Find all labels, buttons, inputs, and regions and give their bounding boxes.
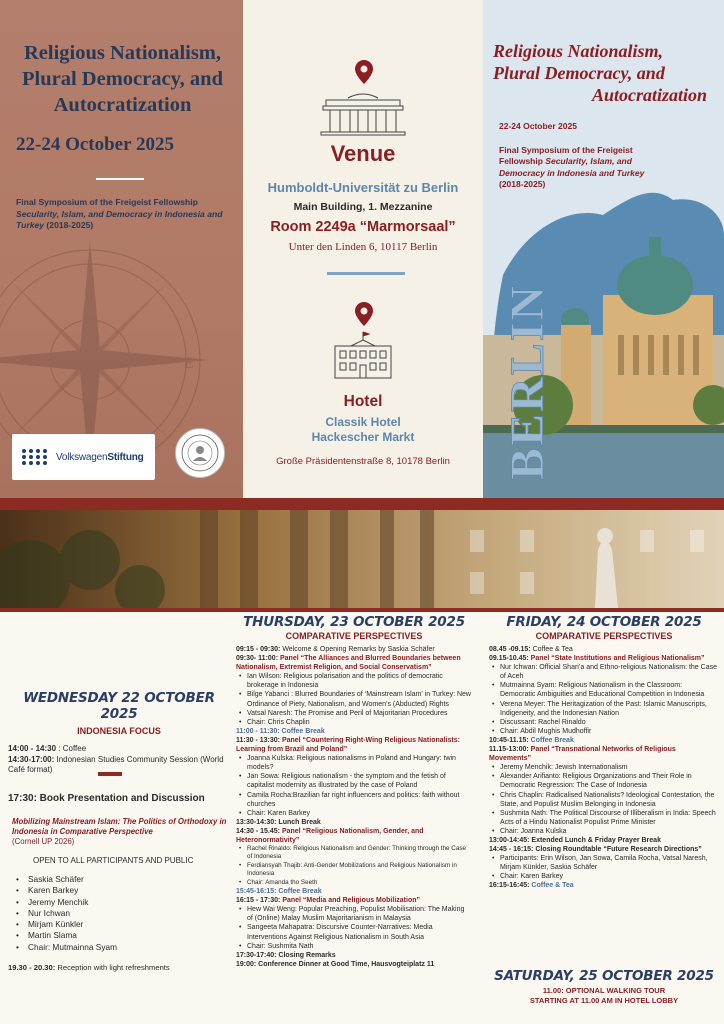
roundtable-list	[489, 854, 719, 881]
wednesday-subtitle: INDONESIA FOCUS	[77, 726, 161, 736]
list-item: • Jan Sowa: Religious nationalism - the symptom and the fetish of capitalist modernity as illustrated by the case of Poland	[236, 772, 472, 790]
hotel-name: Classik Hotel	[325, 415, 401, 429]
list-item: • Chair: Amanda tho Seeth	[236, 879, 472, 887]
panel-speaker-list	[236, 754, 472, 818]
list-item: • Verena Meyer: The Heritagization of the Past: Islamic Manuscripts, Indigeneity, and the Indonesian Nation	[489, 700, 719, 718]
thursday-subtitle: COMPARATIVE PERSPECTIVES	[285, 631, 423, 641]
saturday-title: SATURDAY, 25 OCTOBER 2025	[494, 968, 714, 984]
berlin-word: BERLIN	[501, 283, 554, 480]
walking-tour-start-line: STARTING AT 11.00 AM IN HOTEL LOBBY	[529, 996, 679, 1005]
list-item: • Chris Chaplin: Radicalised Nationalists? Ideological Contestation, the State, and Populist Muslim Belonging in Indonesia	[489, 791, 719, 809]
right-event-date: 22-24 October 2025	[499, 121, 577, 131]
list-item: • Chair: Chris Chaplin	[236, 718, 472, 727]
list-item: • Sangeeta Mahapatra: Discursive Counter-Narratives: Media Interventions Against Religious Nationalism in South Asia	[236, 923, 472, 941]
walking-tour-line: 11.00: OPTIONAL WALKING TOUR	[542, 986, 666, 995]
list-item: • Chair: Karen Barkey	[489, 872, 719, 881]
divider	[327, 272, 405, 275]
list-item: • Ferdiansyah Thajib: Anti-Gender Mobilizations and Religious Nationalism in Indonesia	[236, 862, 472, 879]
panel-speaker-list	[236, 845, 472, 887]
right-event-title: Religious Nationalism, Plural Democracy, and Autocratization	[493, 41, 707, 105]
list-item: • Nur Ichwan	[14, 908, 224, 919]
list-item: • Martin Slama	[14, 930, 224, 941]
brandenburg-gate-icon	[318, 88, 408, 136]
list-item: • Chair: Sushmita Nath	[236, 942, 472, 951]
reception-line: 19.30 - 20.30: Reception with light refreshments	[8, 963, 170, 972]
list-item: • Hew Wai Weng: Popular Preaching, Populist Mobilisation: The Making of (Online) Malay Muslim Majoritarianism in Malaysia	[236, 905, 472, 923]
list-item: • Nur Ichwan: Official Shari’a and Ethno-religious Nationalism: the Case of Aceh	[489, 663, 719, 681]
list-item: • Mutmainna Syam: Religious Nationalism in the Classroom: Democratic Ambiguities and Educational Competition in Indonesia	[489, 681, 719, 699]
list-item: • Alexander Arifianto: Religious Organizations and Their Role in Democratic Regression: The Case of Indonesia	[489, 772, 719, 790]
list-item: • Joanna Kulska: Religious nationalisms in Poland and Hungary: twin models?	[236, 754, 472, 772]
list-item: • Rachel Rinaldo: Religious Nationalism and Gender: Thinking through the Case of Indonesia	[236, 845, 472, 862]
berlin-vertical-title	[495, 245, 555, 485]
volkswagen-stiftung-logo: VolkswagenStiftung	[12, 434, 155, 480]
map-pin-icon	[355, 60, 373, 84]
svg-text:E: E	[184, 355, 194, 372]
break-line: 15:45-16:15: Coffee Break	[236, 888, 322, 896]
list-item: • Chair: Joanna Kulska	[489, 827, 719, 836]
left-title-panel	[0, 0, 243, 498]
thursday-program: 09:15 - 09:30: Welcome & Opening Remarks by Saskia Schäfer 09:30- 11:00: Panel “The Alliances and Blurred Boundaries between Nationalism, Extremist Religion, and Social Conservatism” • Ian Wilson: Religious polarisation and the politics of democratic brokerage in Indonesia • Bilge Yabanci : Blurred Boundaries of ‘Mainstream Islam’ in Turkey: New Ordinance of Piety, Nationalism, and Women’s (Abducted) Rights • Vatsal Naresh: The Promise and Peril of Majoritarian Procedures • Chair: Chris Chaplin 11:00 - 11:30: Coffee Break 11:30 - 13:30: Panel “Countering Right-Wing Religious Nationalists: Learning from Brazil and Poland” • Joanna Kulska: Religious nationalisms in Poland and Hungary: twin models? • Jan Sowa: Religious nationalism - the symptom and the fetish of capitalist modernity as illustrated by the case of Poland • Camila Rocha:Brazilian far right influencers and politics: faith without churches • Chair: Karen Barkey 13:30-14:30: Lunch Break 14:30 - 15.45: Panel “Religious Nationalism, Gender, and Heteronormativity” • Rachel Rinaldo: Religious Nationalism and Gender: Thinking through the Case of Indonesia • Ferdiansyah Thajib: Anti-Gender Mobilizations and Religious Nationalism in Indonesia • Chair: Amanda tho Seeth 15:45-16:15: Coffee Break 16:15 - 17:30: Panel “Media and Religious Mobilization” • Hew Wai Weng: Popular Preaching, Populist Mobilisation: The Making of (Online) Malay Muslim Majoritarianism in Malaysia • Sangeeta Mahapatra: Discursive Counter-Narratives: Media Interventions Against Religious Nationalism in South Asia • Chair: Sushmita Nath 17:30-17:40: Closing Remarks 19:00: Conference Dinner at Good Time, Hausvogteiplatz 11	[236, 645, 472, 969]
venue-heading: Venue	[330, 141, 396, 166]
list-item: • Participants: Erin Wilson, Jan Sowa, Camila Rocha, Vatsal Naresh, Mirjam Künkler, Saskia Schäfer	[489, 854, 719, 872]
list-item: • Sushmita Nath: The Political Discourse of Illiberalism in India: Speech Acts of a Hindu Nationalist Populist Prime Minister	[489, 809, 719, 827]
list-item: • Discussant: Rachel Rinaldo	[489, 718, 719, 727]
list-item: • Jeremy Menchik: Jewish Internationalism	[489, 763, 719, 772]
divider-bar	[0, 608, 724, 612]
hotel-heading: Hotel	[343, 393, 383, 410]
venue-university: Humboldt-Universität zu Berlin	[267, 180, 459, 195]
divider	[98, 772, 122, 776]
thursday-column	[236, 614, 472, 969]
venue-room: Room 2249a “Marmorsaal”	[270, 219, 456, 235]
list-item: • Ian Wilson: Religious polarisation and the politics of democratic brokerage in Indonesia	[236, 672, 472, 690]
friday-subtitle: COMPARATIVE PERSPECTIVES	[535, 631, 673, 641]
book-panel-list	[14, 874, 224, 953]
venue-building: Main Building, 1. Mezzanine	[293, 201, 433, 213]
wednesday-schedule: 14:00 - 14:30 : Coffee 14:30-17:00: Indonesian Studies Community Session (World Café format)	[8, 744, 224, 774]
vw-dots-icon	[22, 446, 48, 468]
venue-panel	[243, 0, 483, 498]
list-item: • Camila Rocha:Brazilian far right influencers and politics: faith without churches	[236, 791, 472, 809]
friday-title: FRIDAY, 24 OCTOBER 2025	[506, 614, 702, 630]
humboldt-university-seal-icon	[175, 428, 225, 478]
university-building-photo	[0, 510, 724, 608]
map-pin-icon	[355, 302, 373, 326]
list-item: • Chair: Karen Barkey	[236, 809, 472, 818]
friday-column	[489, 614, 719, 891]
panel-speaker-list	[236, 672, 472, 727]
thursday-title: THURSDAY, 23 OCTOBER 2025	[243, 614, 465, 630]
wednesday-column	[8, 690, 230, 776]
list-item: • Mirjam Künkler	[14, 919, 224, 930]
left-symposium-text: Final Symposium of the Freigeist Fellowship Secularity, Islam, and Democracy in Indonesia and Turkey (2018-2025)	[16, 197, 223, 230]
break-line: 11:00 - 11:30: Coffee Break	[236, 727, 325, 735]
book-presentation-heading: 17:30: Book Presentation and Discussion	[8, 793, 205, 804]
list-item: • Vatsal Naresh: The Promise and Peril of Majoritarian Procedures	[236, 709, 472, 718]
hotel-building-icon	[331, 330, 395, 380]
hotel-address: Große Präsidentenstraße 8, 10178 Berlin	[276, 456, 450, 467]
break-line: 13:00-14:45: Extended Lunch & Friday Prayer Break	[489, 836, 661, 844]
divider-bar	[0, 498, 724, 510]
venue-address: Unter den Linden 6, 10117 Berlin	[288, 241, 438, 253]
left-event-date: 22-24 October 2025	[16, 134, 174, 155]
list-item: • Saskia Schäfer	[14, 874, 224, 885]
panel-speaker-list	[489, 763, 719, 836]
break-line: 13:30-14:30: Lunch Break	[236, 818, 321, 826]
closing-line: 17:30-17:40: Closing Remarks	[236, 951, 336, 959]
panel-speaker-list	[236, 905, 472, 950]
list-item: • Karen Barkey	[14, 885, 224, 896]
list-item: • Chair: Abdil Mughis Mudhoffir	[489, 727, 719, 736]
right-symposium-text: Final Symposium of the Freigeist Fellowship Secularity, Islam, and Democracy in Indonesia and Turkey (2018-2025)	[499, 145, 645, 189]
list-item: • Chair: Mutmainna Syam	[14, 942, 224, 953]
divider	[96, 178, 144, 180]
left-event-title: Religious Nationalism, Plural Democracy, and Autocratization	[22, 42, 223, 116]
wednesday-title: WEDNESDAY 22 OCTOBER 2025	[23, 690, 215, 722]
list-item: • Jeremy Menchik	[14, 897, 224, 908]
right-title-panel	[483, 0, 724, 498]
open-to-public-note: OPEN TO ALL PARTICIPANTS AND PUBLIC	[33, 856, 194, 865]
list-item: • Bilge Yabanci : Blurred Boundaries of ‘Mainstream Islam’ in Turkey: New Ordinance of Piety, Nationalism, and Women’s (Abducted) Rights	[236, 690, 472, 708]
friday-program: 08.45 -09.15: Coffee & Tea 09.15-10.45: Panel “State Institutions and Religious Nationalism” • Nur Ichwan: Official Shari’a and Ethno-religious Nationalism: the Case of Aceh • Mutmainna Syam: Religious Nationalism in the Classroom: Democratic Ambiguities and Educational Competition in Indonesia • Verena Meyer: The Heritagization of the Past: Islamic Manuscripts, Indigeneity, and the Indonesian Nation • Discussant: Rachel Rinaldo • Chair: Abdil Mughis Mudhoffir 10:45-11.15: Coffee Break 11.15-13:00: Panel “Transnational Networks of Religious Movements” • Jeremy Menchik: Jewish Internationalism • Alexander Arifianto: Religious Organizations and Their Role in Democratic Regression: The Case of Indonesia • Chris Chaplin: Radicalised Nationalists? Ideological Contestation, the State, and Populist Muslim Belonging in Indonesia • Sushmita Nath: The Political Discourse of Illiberalism in India: Speech Acts of a Hindu Nationalist Populist Prime Minister • Chair: Joanna Kulska 13:00-14:45: Extended Lunch & Friday Prayer Break 14:45 - 16:15: Closing Roundtable “Future Research Directions” • Participants: Erin Wilson, Jan Sowa, Camila Rocha, Vatsal Naresh, Mirjam Künkler, Saskia Schäfer • Chair: Karen Barkey 16:15-16:45: Coffee & Tea	[489, 645, 719, 891]
hotel-name: Hackescher Markt	[311, 430, 415, 444]
panel-speaker-list	[489, 663, 719, 736]
dinner-line: 19:00: Conference Dinner at Good Time, Hausvogteiplatz 11	[236, 960, 435, 968]
book-title: Mobilizing Mainstream Islam: The Politics of Orthodoxy in Indonesia in Comparative Perspective (Cornell UP 2026)	[12, 817, 227, 846]
